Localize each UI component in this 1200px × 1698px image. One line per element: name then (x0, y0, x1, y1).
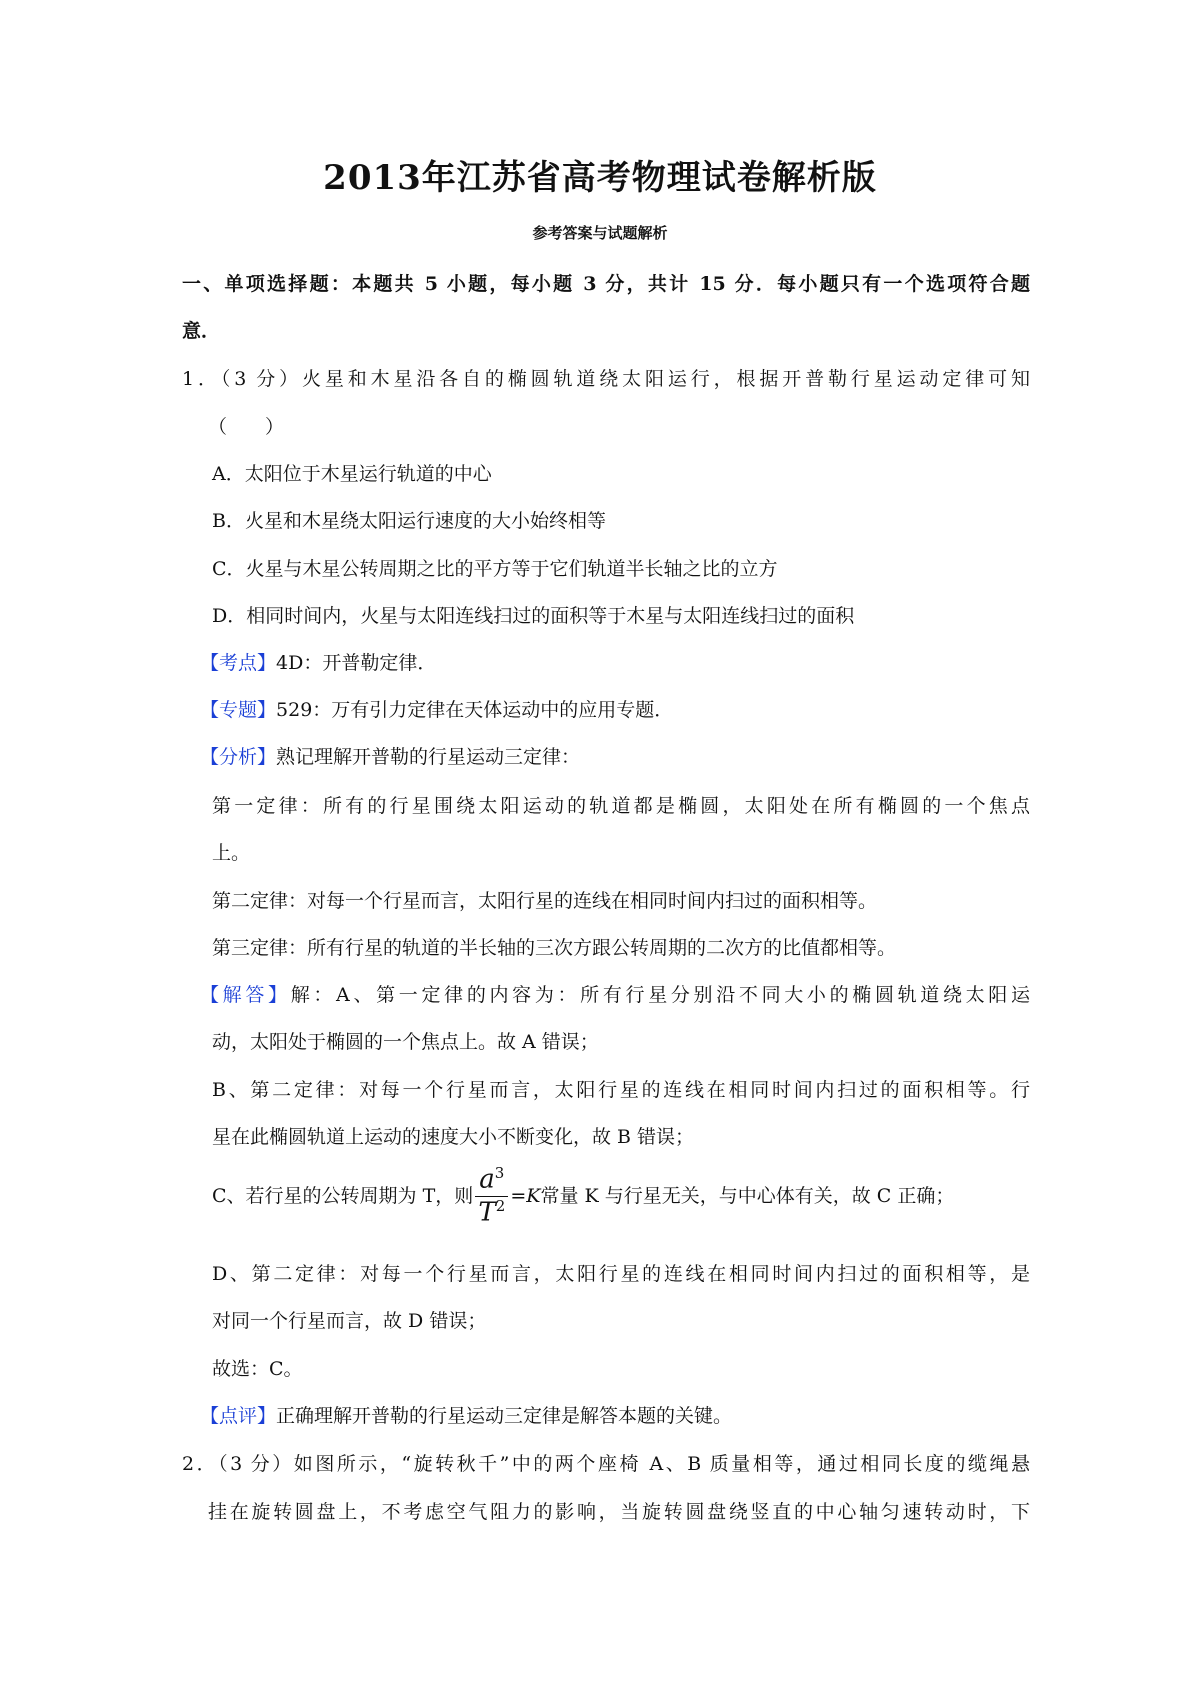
section-heading-line1: 一、单项选择题：本题共 5 小题，每小题 3 分，共计 15 分．每小题只有一个选项符合题 (182, 273, 1030, 295)
q1-zhuanti (200, 701, 673, 720)
q1-b-line2: 星在此椭圆轨道上运动的速度大小不断变化，故 B 错误； (212, 1126, 695, 1148)
zhuanti-text: 529：万有引力定律在天体运动中的应用专题． (276, 699, 674, 721)
fenxi-text: 熟记理解开普勒的行星运动三定律： (276, 746, 581, 768)
law1-line2: 上。 (212, 842, 251, 864)
q1-jieda-line2: 动，太阳处于椭圆的一个焦点上。故 A 错误； (212, 1031, 599, 1053)
q2-stem-line2: 挂在旋转圆盘上，不考虑空气阻力的影响，当旋转圆盘绕竖直的中心轴匀速转动时，下 (208, 1501, 1030, 1523)
q1-stem-line1: 1．（3 分）火星和木星沿各自的椭圆轨道绕太阳运行，根据开普勒行星运动定律可知 (182, 368, 1030, 390)
law1-line1: 第一定律：所有的行星围绕太阳运动的轨道都是椭圆，太阳处在所有椭圆的一个焦点 (212, 795, 1030, 817)
q1-kaodian (200, 654, 436, 673)
dianping-text: 正确理解开普勒的行星运动三定律是解答本题的关键。 (276, 1405, 733, 1427)
denominator-var: T (478, 1197, 496, 1228)
law2: 第二定律：对每一个行星而言，太阳行星的连线在相同时间内扫过的面积相等。 (212, 890, 878, 912)
jieda-text: 解：A、第一定律的内容为：所有行星分别沿不同大小的椭圆轨道绕太阳运 (290, 984, 1030, 1006)
q1-b-line1: B、第二定律：对每一个行星而言，太阳行星的连线在相同时间内扫过的面积相等。行 (212, 1079, 1030, 1101)
page-subtitle: 参考答案与试题解析 (532, 224, 668, 242)
q1-c-formula-line (212, 1166, 954, 1227)
c-post-text: 常量 K 与行星无关，与中心体有关，故 C 正确； (540, 1184, 955, 1207)
q1-d-line1: D、第二定律：对每一个行星而言，太阳行星的连线在相同时间内扫过的面积相等，是 (212, 1263, 1030, 1285)
kaodian-tag: 【考点】 (200, 652, 277, 674)
c-k: K (526, 1184, 541, 1207)
kepler-fraction (475, 1166, 508, 1227)
numerator-exp: 3 (494, 1164, 505, 1182)
q1-jieda-line1 (200, 986, 1030, 1005)
q1-d-line2: 对同一个行星而言，故 D 错误； (212, 1310, 487, 1332)
numerator-var: a (479, 1164, 495, 1195)
q1-choice: 故选：C。 (212, 1358, 303, 1380)
q1-option-a: A．太阳位于木星运行轨道的中心 (212, 463, 492, 485)
zhuanti-tag: 【专题】 (200, 699, 277, 721)
q2-stem-line1: 2．（3 分）如图所示，“旋转秋千”中的两个座椅 A、B 质量相等，通过相同长度的缆绳悬 (182, 1453, 1030, 1475)
law3: 第三定律：所有行星的轨道的半长轴的三次方跟公转周期的二次方的比值都相等。 (212, 937, 897, 959)
q1-fenxi (200, 748, 580, 767)
jieda-tag: 【解答】 (200, 984, 291, 1006)
q1-dianping (200, 1407, 732, 1426)
denominator-exp: 2 (495, 1196, 506, 1215)
c-equals: = (510, 1184, 527, 1207)
q1-stem-line2: （ ） (208, 416, 285, 438)
page-title: 2013年江苏省高考物理试卷解析版 (323, 158, 877, 198)
fraction-numerator (475, 1166, 508, 1197)
q1-option-b: B．火星和木星绕太阳运行速度的大小始终相等 (212, 510, 606, 532)
kaodian-text: 4D：开普勒定律． (276, 652, 437, 674)
section-heading-line2: 意． (182, 320, 221, 342)
q1-option-c: C．火星与木星公转周期之比的平方等于它们轨道半长轴之比的立方 (212, 558, 778, 580)
c-pre-text: C、若行星的公转周期为 T，则 (212, 1184, 474, 1207)
fenxi-tag: 【分析】 (200, 746, 277, 768)
fraction-denominator (478, 1197, 505, 1227)
q1-option-d: D．相同时间内，火星与太阳连线扫过的面积等于木星与太阳连线扫过的面积 (212, 605, 855, 627)
dianping-tag: 【点评】 (200, 1405, 277, 1427)
